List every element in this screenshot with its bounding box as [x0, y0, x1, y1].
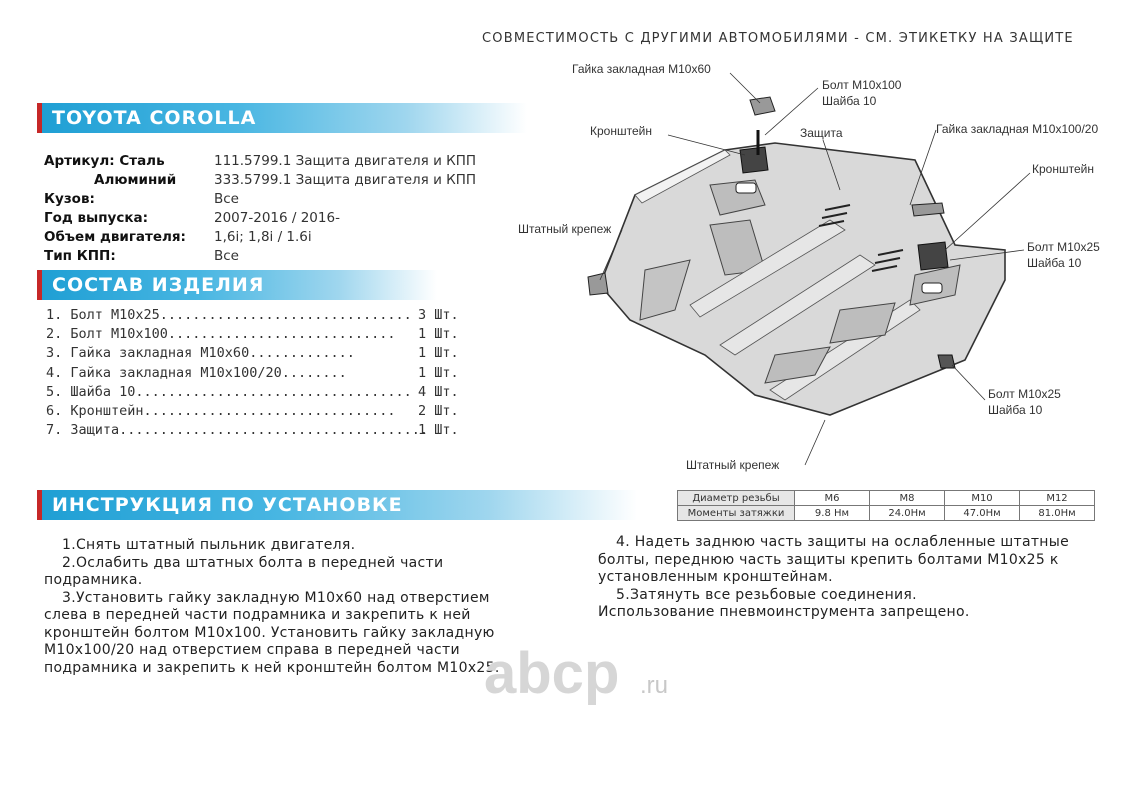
table-header-cell: Моменты затяжки: [678, 506, 795, 521]
table-cell: 24.0Нм: [870, 506, 945, 521]
spec-label: Алюминий: [94, 172, 177, 188]
table-row: [678, 491, 1095, 506]
part-qty: 4 Шт.: [418, 383, 459, 400]
model-title-banner: [37, 103, 527, 133]
label-nut-m10x60: Гайка закладная М10х60: [572, 62, 711, 76]
list-item: [46, 421, 478, 440]
label-washer-10: Шайба 10: [822, 94, 877, 108]
table-cell: 47.0Нм: [945, 506, 1020, 521]
instruction-step: 4. Надеть заднюю часть защиты на ослабленные штатные болты, переднюю часть защиты крепить болтами М10х25 к установленным кронштейнам.: [598, 534, 1070, 585]
part-name: 6. Кронштейн...............................: [46, 403, 396, 420]
label-washer-10-c: Шайба 10: [988, 403, 1043, 417]
part-qty: 1 Шт.: [418, 326, 459, 343]
spec-block: [44, 152, 476, 266]
instruction-title: ИНСТРУКЦИЯ ПО УСТАНОВКЕ: [52, 494, 403, 516]
guard-diagram: [518, 55, 1132, 485]
part-qty: 1 Шт.: [418, 422, 459, 439]
instruction-step: 1.Снять штатный пыльник двигателя.: [62, 537, 356, 553]
spec-label: Год выпуска:: [44, 210, 149, 226]
label-bolt-m10x25-b: Болт М10х25: [988, 387, 1061, 401]
instruction-step: 5.Затянуть все резьбовые соединения.: [616, 586, 917, 603]
label-bracket-right: Кронштейн: [1032, 162, 1094, 176]
instruction-step: 2.Ослабить два штатных болта в передней части подрамника.: [44, 554, 444, 588]
part-qty: 1 Шт.: [418, 364, 459, 381]
table-cell: 9.8 Нм: [795, 506, 870, 521]
skid-plate-shape: [600, 143, 1005, 415]
spec-row-aluminium: [44, 171, 476, 190]
spec-row-year: [44, 209, 476, 228]
part-name: 4. Гайка закладная М10х100/20........: [46, 364, 347, 381]
list-item: [46, 325, 478, 344]
label-std-mount-top: Штатный крепеж: [518, 222, 612, 236]
spec-value: 111.5799.1 Защита двигателя и КПП: [214, 153, 477, 169]
part-qty: 3 Шт.: [418, 307, 459, 323]
part-name: 5. Шайба 10..................................: [46, 383, 412, 400]
watermark-brand: abcp: [484, 641, 620, 706]
sostav-title: СОСТАВ ИЗДЕЛИЯ: [52, 274, 265, 296]
part-name: 3. Гайка закладная М10х60.............: [46, 345, 355, 362]
spec-row-gearbox: [44, 247, 476, 266]
spec-row-body: [44, 190, 476, 209]
nut-m10x60-part: [750, 97, 775, 115]
instruction-steps-right: [598, 534, 1118, 622]
spec-label: Артикул: Сталь: [44, 153, 165, 169]
label-nut-m10x100-20: Гайка закладная М10х100/20: [936, 122, 1099, 136]
spec-value: 1,6i; 1,8i / 1.6i: [214, 229, 312, 245]
table-header-cell: Диаметр резьбы: [678, 491, 795, 506]
table-cell: М6: [795, 491, 870, 506]
spec-label: Тип КПП:: [44, 248, 116, 264]
spec-value: 2007-2016 / 2016-: [214, 210, 340, 226]
table-cell: М10: [945, 491, 1020, 506]
list-item: [46, 344, 478, 363]
label-bolt-m10x100: Болт М10х100: [822, 78, 902, 92]
std-mount-left-part: [588, 273, 608, 295]
model-title: TOYOTA COROLLA: [52, 107, 257, 129]
watermark-logo: [484, 641, 704, 706]
label-washer-10-b: Шайба 10: [1027, 256, 1082, 270]
table-row: [678, 506, 1095, 521]
table-cell: М8: [870, 491, 945, 506]
parts-list: [46, 306, 478, 440]
table-cell: М12: [1020, 491, 1095, 506]
list-item: [46, 364, 478, 383]
spec-row-article: [44, 152, 476, 171]
part-qty: 2 Шт.: [418, 403, 459, 420]
instruction-warning: Использование пневмоинструмента запрещено.: [598, 604, 970, 620]
list-item: [46, 383, 478, 402]
part-name: 1. Болт М10х25...............................: [46, 307, 412, 323]
torque-table: [677, 490, 1095, 521]
spec-value: Все: [214, 248, 239, 264]
instruction-step: 3.Установить гайку закладную М10х60 над отверстием слева в передней части подрамника и закрепить к ней кронштейн болтом М10х100. Установить гайку закладную М10х100/20 над отверстием справа в передней части подрамника и закрепить к ней кронштейн болтом М10х25.: [44, 589, 500, 676]
spec-label: Объем двигателя:: [44, 229, 186, 245]
label-bolt-m10x25-a: Болт М10х25: [1027, 240, 1100, 254]
spec-value: 333.5799.1 Защита двигателя и КПП: [214, 172, 477, 188]
part-name: 2. Болт М10х100............................: [46, 326, 396, 343]
label-bracket-left: Кронштейн: [590, 124, 652, 138]
instruction-banner: [37, 490, 637, 520]
list-item: [46, 402, 478, 421]
compatibility-note: СОВМЕСТИМОСТЬ С ДРУГИМИ АВТОМОБИЛЯМИ - СМ. ЭТИКЕТКУ НА ЗАЩИТЕ: [482, 31, 1074, 46]
part-qty: 1 Шт.: [418, 345, 459, 362]
bracket-left-part: [740, 130, 768, 173]
spec-label: Кузов:: [44, 191, 95, 207]
spec-row-engine: [44, 228, 476, 247]
spec-value: Все: [214, 191, 239, 207]
label-guard: Защита: [800, 126, 843, 140]
table-cell: 81.0Нм: [1020, 506, 1095, 521]
part-name: 7. Защита......................................: [46, 422, 429, 439]
sostav-banner: [37, 270, 437, 300]
label-std-mount-bottom: Штатный крепеж: [686, 458, 780, 472]
list-item: [46, 306, 478, 325]
watermark-tld: .ru: [640, 672, 669, 699]
